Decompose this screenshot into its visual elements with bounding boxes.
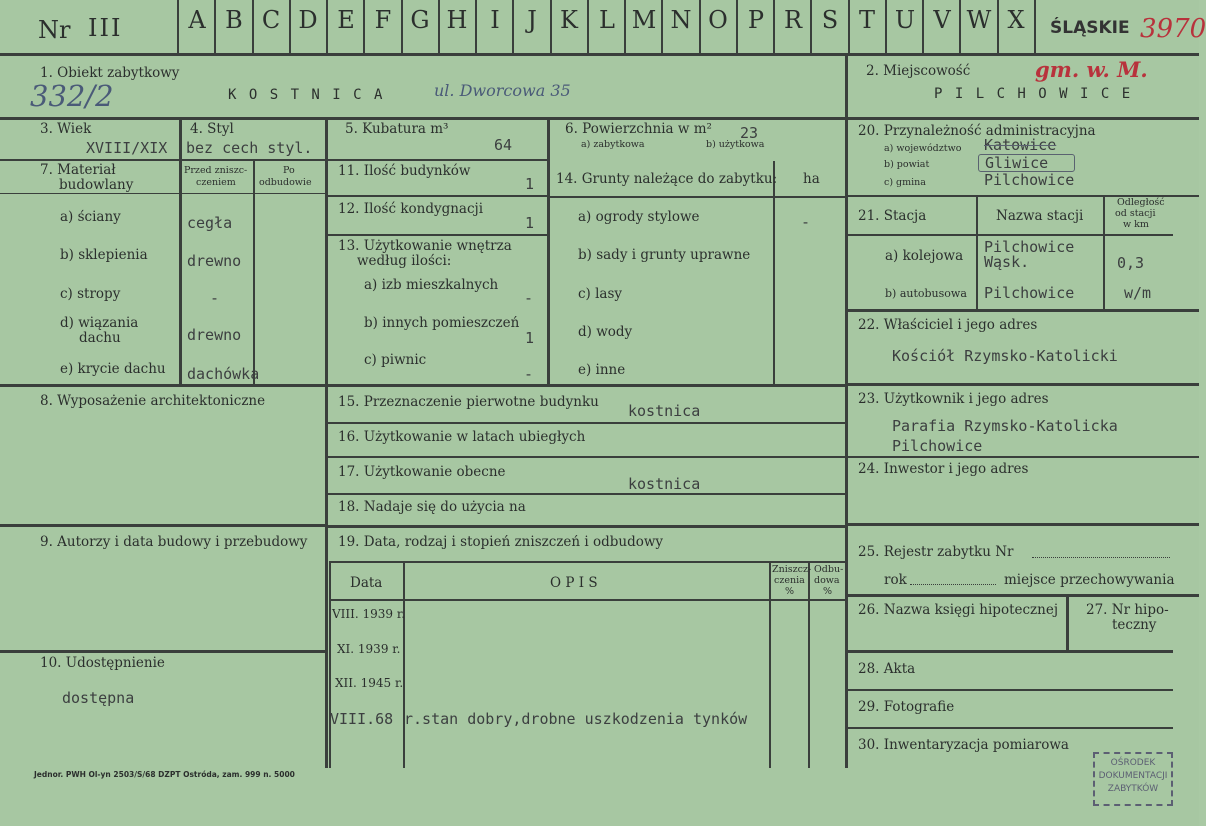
f14-c-label: c) lasy: [578, 286, 623, 302]
card-number: 3970: [1140, 14, 1206, 44]
f26-label: 26. Nazwa księgi hipotecznej: [858, 602, 1059, 618]
f15-label: 15. Przeznaczenie pierwotne budynku: [338, 394, 599, 410]
f23-value-2: Pilchowice: [892, 437, 983, 455]
f14-label: 14. Grunty należące do zabytku:: [556, 171, 778, 187]
f13-b-value: 1: [525, 329, 535, 347]
f10-label: 10. Udostępnienie: [40, 655, 165, 671]
letter-n: N: [670, 6, 692, 34]
f21-b-value: Pilchowice: [984, 284, 1075, 302]
f7-row-a-value: cegła: [187, 214, 233, 232]
f20-b-label: b) powiat: [884, 159, 930, 170]
f12-value: 1: [525, 214, 535, 232]
letter-v: V: [933, 6, 951, 34]
f21-col-name: Nazwa stacji: [996, 208, 1084, 224]
letter-separator: [550, 0, 552, 54]
f6-label: 6. Powierzchnia w m²: [565, 121, 712, 137]
f16-label: 16. Użytkowanie w latach ubiegłych: [338, 429, 586, 445]
letter-separator: [438, 0, 440, 54]
f19-col-zn-2: czenia: [774, 575, 805, 586]
region-stamp: ŚLĄSKIE: [1050, 18, 1130, 38]
f3-label: 3. Wiek: [40, 121, 92, 137]
letter-separator: [773, 0, 775, 54]
f21-a-label: a) kolejowa: [885, 248, 964, 264]
f9-label: 9. Autorzy i data budowy i przebudowy: [40, 534, 308, 550]
f2-value: P I L C H O W I C E: [934, 86, 1133, 102]
f11-label: 11. Ilość budynków: [338, 163, 471, 179]
letter-t: T: [858, 6, 875, 34]
f30-label: 30. Inwentaryzacja pomiarowa: [858, 737, 1069, 753]
f7-col-after-2: odbudowie: [259, 177, 312, 188]
f13-label-1: 13. Użytkowanie wnętrza: [338, 238, 512, 254]
letter-separator: [661, 0, 663, 54]
f7-col-after-1: Po: [283, 165, 295, 176]
f25-rok-label: rok: [884, 572, 907, 588]
letter-h: H: [446, 6, 468, 34]
letter-x: X: [1007, 6, 1025, 34]
f21-a-dist: 0,3: [1117, 254, 1145, 272]
f13-c-label: c) piwnic: [364, 352, 427, 368]
f15-value: kostnica: [628, 402, 701, 420]
letter-separator: [214, 0, 216, 54]
f17-label: 17. Użytkowanie obecne: [338, 464, 506, 480]
letter-s: S: [821, 6, 839, 34]
f20-label: 20. Przynależność administracyjna: [858, 123, 1096, 139]
letter-separator: [848, 0, 850, 54]
letter-b: B: [225, 6, 243, 34]
letter-l: L: [599, 6, 615, 34]
f11-value: 1: [525, 175, 535, 193]
f21-label: 21. Stacja: [858, 208, 927, 224]
f2-gmina-note: gm. w. M.: [1035, 57, 1148, 82]
nr-value: III: [88, 14, 123, 42]
f21-a-value-1: Pilchowice: [984, 238, 1075, 256]
letter-separator: [810, 0, 812, 54]
letter-separator: [252, 0, 254, 54]
f13-b-label: b) innych pomieszczeń: [364, 315, 520, 331]
f7-row-d-label-1: d) wiązania: [60, 315, 139, 331]
f29-label: 29. Fotografie: [858, 699, 955, 715]
f7-label-1: 7. Materiał: [40, 162, 116, 178]
f14-b-label: b) sady i grunty uprawne: [578, 247, 751, 263]
f21-a-value-2: Wąsk.: [984, 253, 1030, 271]
f21-col-dist-2: od stacji: [1115, 208, 1156, 219]
f7-col-before-1: Przed zniszc-: [184, 165, 248, 176]
letter-separator: [997, 0, 999, 54]
stamp-line-1: OŚRODEK: [1110, 758, 1156, 768]
f20-c-value: Pilchowice: [984, 171, 1075, 189]
f25-label: 25. Rejestr zabytku Nr: [858, 544, 1014, 560]
f7-row-d-value: drewno: [187, 326, 242, 344]
f7-row-e-value: dachówka: [187, 365, 260, 383]
letter-separator: [959, 0, 961, 54]
f12-label: 12. Ilość kondygnacji: [338, 201, 484, 217]
f1-address: ul. Dworcowa 35: [434, 81, 571, 100]
f21-b-label: b) autobusowa: [885, 287, 967, 300]
f19-col-od-1: Odbu-: [814, 564, 844, 575]
letter-separator: [922, 0, 924, 54]
f5-label: 5. Kubatura m³: [345, 121, 449, 137]
f7-label-2: budowlany: [59, 177, 134, 193]
letter-w: W: [966, 6, 992, 34]
letter-r: R: [783, 6, 803, 34]
letter-f: F: [374, 6, 392, 34]
f21-col-dist-1: Odległość: [1117, 197, 1165, 208]
f20-b-value: Gliwice: [978, 154, 1075, 172]
letter-u: U: [894, 6, 916, 34]
f14-unit: ha: [803, 171, 820, 187]
letter-separator: [363, 0, 365, 54]
f22-label: 22. Właściciel i jego adres: [858, 317, 1038, 333]
letter-j: J: [527, 6, 537, 34]
letter-o: O: [708, 6, 728, 34]
letter-a: A: [188, 6, 206, 34]
f19-col-od-3: %: [823, 586, 833, 597]
f14-a-value: -: [801, 213, 811, 231]
f6-sub-b: b) użytkowa: [706, 139, 765, 150]
f19-row-2-date: XI. 1939 r.: [337, 642, 401, 656]
f19-col-od-2: dowa: [814, 575, 840, 586]
stamp-line-2: DOKUMENTACJI: [1098, 771, 1168, 781]
letter-separator: [401, 0, 403, 54]
f1-label: 1. Obiekt zabytkowy: [40, 65, 180, 81]
f7-row-c-value: -: [210, 289, 220, 307]
f2-label: 2. Miejscowość: [866, 63, 971, 79]
f21-b-dist: w/m: [1124, 284, 1152, 302]
f19-row-4-desc: r.stan dobry,drobne uszkodzenia tynków: [404, 710, 748, 728]
letter-separator: [885, 0, 887, 54]
f14-d-label: d) wody: [578, 324, 633, 340]
letter-d: D: [298, 6, 318, 34]
f22-value: Kościół Rzymsko-Katolicki: [892, 347, 1118, 365]
f13-c-value: -: [524, 365, 534, 383]
f3-value: XVIII/XIX: [86, 139, 168, 157]
letter-separator: [326, 0, 328, 54]
f4-value: bez cech styl.: [186, 139, 313, 157]
f7-row-b-value: drewno: [187, 252, 242, 270]
letter-separator: [1034, 0, 1036, 54]
f19-row-3-date: XII. 1945 r.: [335, 676, 404, 690]
f13-a-label: a) izb mieszkalnych: [364, 277, 499, 293]
f27-label-2: teczny: [1112, 617, 1157, 633]
f10-value: dostępna: [62, 689, 135, 707]
f7-row-c-label: c) stropy: [60, 286, 121, 302]
letter-i: I: [490, 6, 500, 34]
f19-col-opis: O P I S: [550, 575, 598, 591]
letter-p: P: [747, 6, 765, 34]
f7-row-d-label-2: dachu: [79, 330, 121, 346]
letter-separator: [624, 0, 626, 54]
f1-value: K O S T N I C A: [228, 87, 385, 103]
f6-value: 23: [740, 124, 759, 142]
f20-a-label: a) województwo: [884, 143, 962, 154]
f6-sub-a: a) zabytkowa: [581, 139, 645, 150]
archive-stamp: [1093, 752, 1173, 806]
f14-e-label: e) inne: [578, 362, 626, 378]
f23-label: 23. Użytkownik i jego adres: [858, 391, 1049, 407]
f17-value: kostnica: [628, 475, 701, 493]
f14-a-label: a) ogrody stylowe: [578, 209, 700, 225]
nr-label: Nr: [38, 16, 71, 44]
print-info: Jednor. PWH Ol-yn 2503/S/68 DZPT Ostróda, zam. 999 n. 5000: [34, 770, 295, 779]
f19-col-zn-1: Zniszcz-: [772, 564, 812, 575]
f21-col-dist-3: w km: [1123, 219, 1149, 230]
stamp-line-3: ZABYTKÓW: [1107, 784, 1159, 794]
letter-separator: [512, 0, 514, 54]
f28-label: 28. Akta: [858, 661, 916, 677]
letter-separator: [587, 0, 589, 54]
f19-row-1-date: VIII. 1939 r.: [332, 607, 406, 621]
f19-label: 19. Data, rodzaj i stopień zniszczeń i odbudowy: [338, 534, 664, 550]
f7-row-b-label: b) sklepienia: [60, 247, 148, 263]
f13-label-2: według ilości:: [357, 253, 452, 269]
f24-label: 24. Inwestor i jego adres: [858, 461, 1029, 477]
f1-code: 332/2: [30, 79, 114, 113]
letter-separator: [699, 0, 701, 54]
f7-row-e-label: e) krycie dachu: [60, 361, 166, 377]
f4-label: 4. Styl: [190, 121, 234, 137]
f19-col-data: Data: [350, 575, 383, 591]
f20-c-label: c) gmina: [884, 177, 926, 188]
f20-a-value: Katowice: [984, 136, 1057, 154]
letter-separator: [475, 0, 477, 54]
f8-label: 8. Wyposażenie architektoniczne: [40, 393, 266, 409]
f7-row-a-label: a) ściany: [60, 209, 121, 225]
letter-separator: [289, 0, 291, 54]
f25-place-label: miejsce przechowywania: [1004, 572, 1175, 588]
letter-separator: [177, 0, 179, 54]
letter-e: E: [337, 6, 355, 34]
f7-col-before-2: czeniem: [196, 177, 236, 188]
letter-k: K: [560, 6, 578, 34]
f19-col-zn-3: %: [785, 586, 795, 597]
f18-label: 18. Nadaje się do użycia na: [338, 499, 526, 515]
f13-a-value: -: [524, 289, 534, 307]
f27-label-1: 27. Nr hipo-: [1086, 602, 1169, 618]
letter-g: G: [410, 6, 430, 34]
f19-row-4-date: VIII.68: [330, 710, 394, 728]
letter-c: C: [261, 6, 281, 34]
f23-value-1: Parafia Rzymsko-Katolicka: [892, 417, 1118, 435]
f5-value: 64: [494, 136, 513, 154]
letter-separator: [736, 0, 738, 54]
letter-m: M: [631, 6, 657, 34]
